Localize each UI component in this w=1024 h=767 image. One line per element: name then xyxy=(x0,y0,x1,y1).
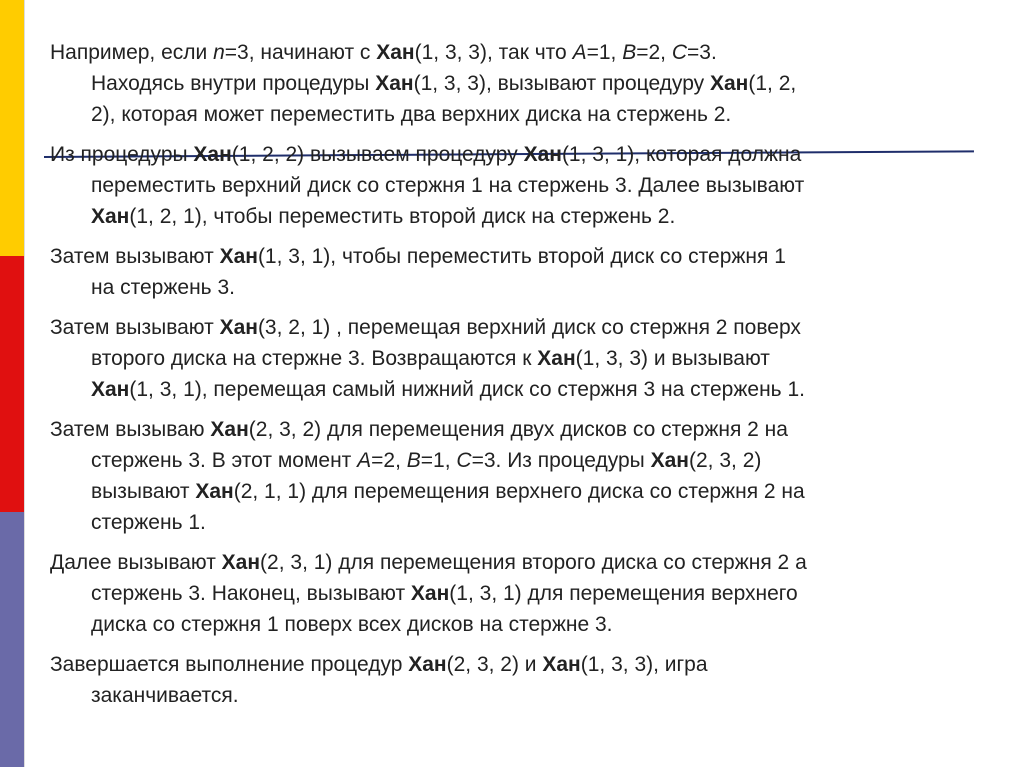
text-run: (1, 3, 1), чтобы переместить второй диск со стержня 1 на стержень 3. xyxy=(91,245,786,299)
text-run: (1, 3, 3), игра заканчивается. xyxy=(91,653,708,707)
text-run: (2, 1, 1) для перемещения верхнего диска со стержня 2 на стержень 1. xyxy=(91,480,805,534)
variable-name: C xyxy=(456,449,472,472)
variable-name: A xyxy=(357,449,372,472)
function-name: Хан xyxy=(376,41,415,64)
function-name: Хан xyxy=(193,143,232,166)
text-run: =1, xyxy=(586,41,623,64)
text-run: (1, 3, 1), перемещая самый нижний диск со стержня 3 на стержень 1. xyxy=(129,378,805,401)
slide-body xyxy=(50,37,980,720)
variable-name: A xyxy=(572,41,587,64)
variable-name: C xyxy=(671,41,688,64)
text-run: Затем вызывают xyxy=(50,245,220,268)
text-run: (1, 2, 2) вызываем процедуру xyxy=(231,143,524,166)
function-name: Хан xyxy=(210,418,249,441)
text-run: =2, xyxy=(371,449,407,472)
paragraph-3 xyxy=(50,241,980,303)
text-run: (1, 3, 1), которая должна переместить верхний диск со стержня 1 на стержень 3. Далее вызывают xyxy=(91,143,805,197)
text-run: Затем вызывают xyxy=(50,316,220,339)
paragraph-7 xyxy=(50,649,980,711)
text-run: =2, xyxy=(636,41,672,64)
text-run: =3. Из процедуры xyxy=(471,449,651,472)
text-run: (1, 3, 1) для перемещения верхнего диска со стержня 1 поверх всех дисков на стержне 3. xyxy=(91,582,798,636)
text-run: Например, если xyxy=(50,41,214,64)
function-name: Хан xyxy=(375,72,414,95)
variable-name: B xyxy=(406,449,421,472)
paragraph-6 xyxy=(50,547,980,640)
text-run: Из процедуры xyxy=(50,143,194,166)
text-run: =1, xyxy=(420,449,457,472)
text-run: (1, 3, 3), так что xyxy=(414,41,573,64)
paragraph-1 xyxy=(50,37,980,130)
text-run: Затем вызываю xyxy=(50,418,211,441)
text-run: (1, 2, 2), которая может переместить два верхних диска на стержень 2. xyxy=(91,72,797,126)
variable-name: B xyxy=(622,41,637,64)
function-name: Хан xyxy=(537,347,576,370)
text-run: (2, 3, 2) и xyxy=(446,653,543,676)
function-name: Хан xyxy=(408,653,447,676)
text-run: (3, 2, 1) , перемещая верхний диск со стержня 2 поверх второго диска на стержне 3. Возвращаются к xyxy=(91,316,801,370)
text-run: (1, 3, 3) и вызывают xyxy=(575,347,770,370)
text-run: (1, 2, 1), чтобы переместить второй диск на стержень 2. xyxy=(129,205,676,228)
function-name: Хан xyxy=(91,378,130,401)
function-name: Хан xyxy=(410,582,450,605)
function-name: Хан xyxy=(650,449,689,472)
text-run: Завершается выполнение процедур xyxy=(50,653,409,676)
text-run: (2, 3, 2) вызывают xyxy=(91,449,762,503)
function-name: Хан xyxy=(523,143,562,166)
function-name: Хан xyxy=(195,480,234,503)
paragraph-4 xyxy=(50,312,980,405)
text-run: (2, 3, 1) для перемещения второго диска со стержня 2 а стержень 3. Наконец, вызывают xyxy=(91,551,807,605)
function-name: Хан xyxy=(542,653,581,676)
text-run: (1, 3, 3), вызывают процедуру xyxy=(413,72,710,95)
function-name: Хан xyxy=(219,245,258,268)
paragraph-5 xyxy=(50,414,980,538)
side-bar-blue xyxy=(0,512,24,767)
side-bar-red xyxy=(0,256,24,512)
text-run: Далее вызывают xyxy=(50,551,222,574)
guide-line xyxy=(24,0,25,767)
text-run: =3, начинают с xyxy=(224,41,377,64)
function-name: Хан xyxy=(221,551,261,574)
function-name: Хан xyxy=(219,316,258,339)
text-run: =3. Находясь внутри процедуры xyxy=(91,41,717,95)
text-run: (2, 3, 2) для перемещения двух дисков со стержня 2 на стержень 3. В этот момент xyxy=(91,418,788,472)
variable-name: n xyxy=(213,41,225,64)
function-name: Хан xyxy=(709,72,749,95)
side-bar-yellow xyxy=(0,0,24,256)
function-name: Хан xyxy=(91,205,130,228)
paragraph-2 xyxy=(50,139,980,232)
